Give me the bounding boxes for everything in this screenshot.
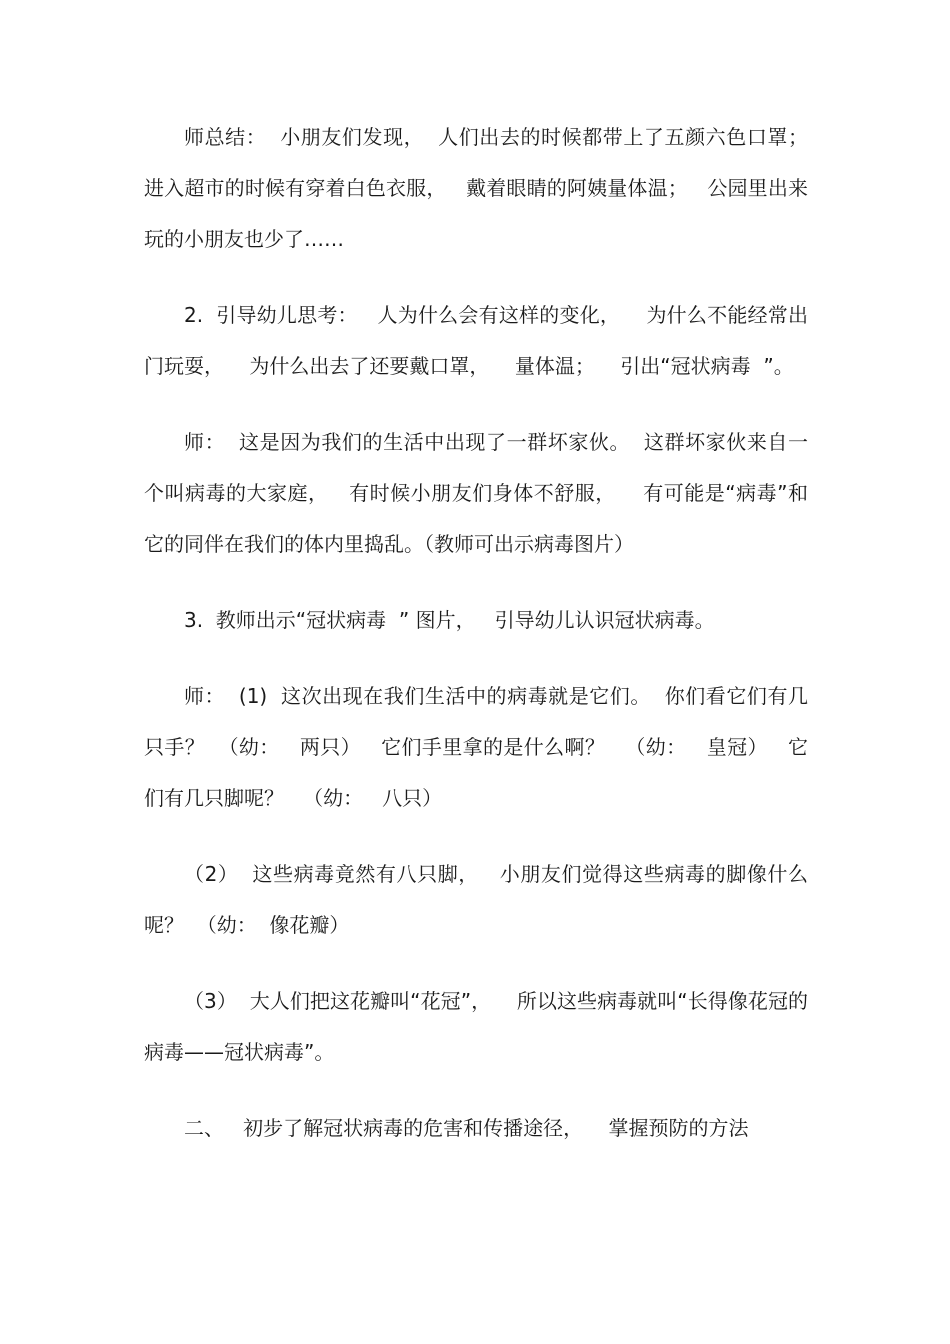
section-heading-2: 二、 初步了解冠状病毒的危害和传播途径， 掌握预防的方法 bbox=[184, 1116, 749, 1140]
paragraph-step-2-guide-thinking: 2. 引导幼儿思考： 人为什么会有这样的变化， 为什么不能经常出门玩耍， 为什么出去了还要戴口罩， 量体温； 引出“冠状病毒 ”。 bbox=[144, 303, 808, 378]
document-body bbox=[144, 112, 808, 1154]
paragraph-teacher-question-1: 师： (1) 这次出现在我们生活中的病毒就是它们。 你们看它们有几只手？ （幼： 两只） 它们手里拿的是什么啊？ （幼： 皇冠） 它们有几只脚呢？ （幼： 八只） bbox=[144, 684, 808, 810]
paragraph-teacher-question-3: （3） 大人们把这花瓣叫“花冠”， 所以这些病毒就叫“长得像花冠的病毒——冠状病毒”。 bbox=[144, 989, 808, 1064]
paragraph-step-3-show-picture: 3. 教师出示“冠状病毒 ” 图片， 引导幼儿认识冠状病毒。 bbox=[184, 608, 715, 632]
paragraph-teacher-explanation: 师： 这是因为我们的生活中出现了一群坏家伙。 这群坏家伙来自一个叫病毒的大家庭， 有时候小朋友们身体不舒服， 有可能是“病毒”和它的同伴在我们的体内里捣乱。（教师可出示病毒图片） bbox=[144, 430, 808, 556]
paragraph-teacher-summary: 师总结： 小朋友们发现， 人们出去的时候都带上了五颜六色口罩；进入超市的时候有穿着白色衣服， 戴着眼睛的阿姨量体温； 公园里出来玩的小朋友也少了…… bbox=[144, 125, 808, 251]
paragraph-teacher-question-2: （2） 这些病毒竟然有八只脚， 小朋友们觉得这些病毒的脚像什么呢？ （幼： 像花瓣） bbox=[144, 862, 808, 937]
